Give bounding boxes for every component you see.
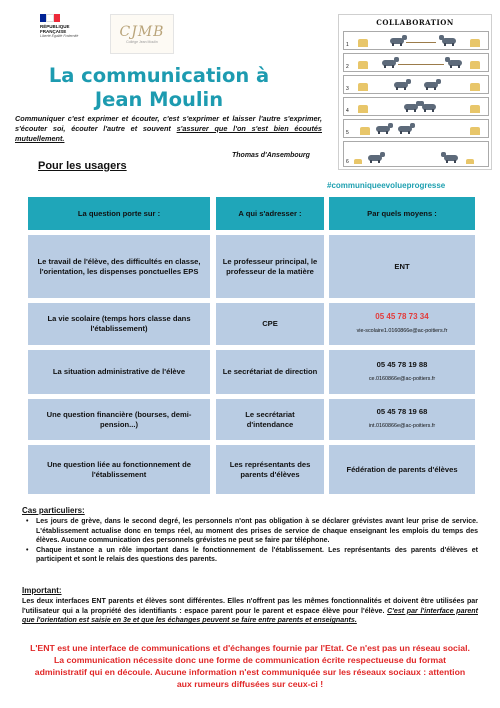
- quote-text: Communiquer c'est exprimer et écouter, c'est s'exprimer et laisser l'autre s'exprimer, s'écouter soi, écouter l'autre et souvent: [15, 114, 322, 133]
- page-title-line2: Jean Moulin: [94, 88, 224, 111]
- table-cell-topic: La vie scolaire (temps hors classe dans l'établissement): [28, 303, 210, 345]
- email-address[interactable]: vie-scolaire1.0160866e@ac-poitiers.fr: [356, 327, 448, 334]
- hay-icon: [354, 159, 362, 164]
- hay-icon: [470, 39, 480, 47]
- email-address[interactable]: ce.0160866e@ac-poitiers.fr: [368, 375, 436, 382]
- comic-panel-number: 1: [346, 42, 349, 48]
- phone-number[interactable]: 05 45 78 19 88: [376, 359, 428, 369]
- hay-icon: [358, 39, 368, 47]
- comic-panel: [343, 31, 489, 50]
- table-header-contact: A qui s'adresser :: [216, 197, 324, 230]
- header-logos: [40, 14, 174, 60]
- donkey-icon: [438, 35, 458, 46]
- table-cell-means: [329, 303, 475, 345]
- hay-icon: [358, 61, 368, 69]
- hay-icon: [470, 61, 480, 69]
- donkey-icon: [422, 79, 442, 90]
- table-cell-contact: Le secrétariat de direction: [216, 350, 324, 394]
- list-item: • Chaque instance a un rôle important dans le fonctionnement de l'établissement. Les représentants des parents d'élèves et participent et sont le relais des questions des parents.: [26, 546, 478, 565]
- hay-icon: [470, 127, 480, 135]
- important-text: [22, 597, 478, 626]
- donkey-icon: [366, 152, 386, 163]
- quote: [15, 114, 322, 144]
- means-label: ENT: [394, 261, 410, 271]
- table-cell-means: [329, 350, 475, 394]
- rf-line1: RÉPUBLIQUE: [40, 24, 70, 29]
- donkey-icon: [440, 152, 460, 163]
- important-text-italic: C'est par l'interface parent que l'orientation est saisie en 3e et que les échanges peuvent se faire entre parents et enseignants.: [22, 606, 478, 625]
- table-cell-means: [329, 399, 475, 440]
- comic-panel-number: 6: [346, 159, 349, 165]
- college-logo-mark: CJMB: [119, 24, 165, 40]
- phone-number[interactable]: 05 45 78 73 34: [375, 311, 429, 321]
- table-cell-means: [329, 445, 475, 494]
- donkey-icon: [392, 79, 412, 90]
- donkey-icon: [418, 101, 438, 112]
- email-address[interactable]: int.0160866e@ac-poitiers.fr: [368, 423, 436, 429]
- hay-icon: [470, 105, 480, 113]
- important-text-plain: Les deux interfaces ENT parents et élèves sont différentes. Elles n'offrent pas les mêmes fonctionnalités et doivent être utilisées par l'utilisateur qui a la propriété des identifiants : espace parent pour le parent et espace élève pour l'élève.: [22, 597, 478, 615]
- french-flag-icon: [40, 14, 60, 22]
- hashtag: #communiqueevolueprogresse: [327, 181, 446, 190]
- important-title: Important:: [22, 586, 62, 595]
- college-logo: [110, 14, 174, 54]
- donkey-icon: [444, 57, 464, 68]
- list-item: • Les jours de grève, dans le second degré, les personnels n'ont pas obligation à se déclarer grévistes avant leur prise de service. L'établissement actualise donc en temps réel, au moment des prises de service de chaque enseignant les emplois du temps des élèves. Aucune communication des personnels grévistes ne peut se faire par téléphone.: [26, 517, 478, 546]
- table-cell-contact: Le professeur principal, le professeur de la matière: [216, 235, 324, 298]
- table-cell-means: [329, 235, 475, 298]
- page-title-line1: La communication à: [48, 64, 270, 87]
- college-logo-subtitle: Collège Jean Moulin: [126, 40, 158, 44]
- particulars-title: Cas particuliers:: [22, 506, 85, 515]
- comic-title: COLLABORATION: [376, 18, 454, 27]
- table-cell-topic: Une question financière (bourses, demi-pension...): [28, 399, 210, 440]
- ent-warning-note: L'ENT est une interface de communications et d'échanges fournie par l'Etat. Ce n'est pas un réseau social. La communication nécessite donc une forme de communication écrite respectueuse du format administratif qui en découle. Aucune information n'est communiquée sur les réseaux sociaux : attention aux rumeurs diffusées sur ceux-ci !: [30, 643, 470, 689]
- comic-panel: [343, 53, 489, 72]
- donkey-icon: [396, 123, 416, 134]
- quote-author: Thomas d'Ansembourg: [232, 152, 310, 159]
- comic-panel-number: 4: [346, 108, 349, 114]
- table-cell-contact: Les représentants des parents d'élèves: [216, 445, 324, 494]
- table-cell-topic: Le travail de l'élève, des difficultés en classe, l'orientation, les dispenses ponctuelles EPS: [28, 235, 210, 298]
- quote-text-underlined: s'assurer que l'on s'est bien écoutés mutuellement.: [15, 124, 322, 143]
- comic-panel: [343, 75, 489, 94]
- contact-table: [28, 197, 475, 494]
- particulars-list: [26, 517, 478, 565]
- table-cell-topic: Une question liée au fonctionnement de l'établissement: [28, 445, 210, 494]
- phone-number[interactable]: 05 45 78 19 68: [376, 407, 428, 417]
- republique-francaise-logo: [40, 14, 100, 39]
- comic-panel: [343, 97, 489, 116]
- rf-motto: Liberté Égalité Fraternité: [40, 34, 79, 38]
- collaboration-comic-illustration: [338, 14, 492, 170]
- section-title-users: Pour les usagers: [38, 160, 127, 172]
- comic-panel: [343, 141, 489, 167]
- comic-panel: [343, 119, 489, 138]
- table-header-topic: La question porte sur :: [28, 197, 210, 230]
- donkey-icon: [388, 35, 408, 46]
- donkey-icon: [380, 57, 400, 68]
- hay-icon: [470, 83, 480, 91]
- table-cell-topic: La situation administrative de l'élève: [28, 350, 210, 394]
- hay-icon: [358, 105, 368, 113]
- comic-panel-number: 3: [346, 86, 349, 92]
- rf-line2: FRANÇAISE: [40, 29, 67, 34]
- hay-icon: [358, 83, 368, 91]
- table-header-means: Par quels moyens :: [329, 197, 475, 230]
- table-cell-contact: Le secrétariat d'intendance: [216, 399, 324, 440]
- hay-icon: [466, 159, 474, 164]
- hay-icon: [360, 127, 370, 135]
- means-label: Fédération de parents d'élèves: [346, 464, 458, 474]
- table-cell-contact: CPE: [216, 303, 324, 345]
- comic-panel-number: 2: [346, 64, 349, 70]
- donkey-icon: [374, 123, 394, 134]
- page-title: [40, 64, 278, 112]
- comic-panel-number: 5: [346, 130, 349, 136]
